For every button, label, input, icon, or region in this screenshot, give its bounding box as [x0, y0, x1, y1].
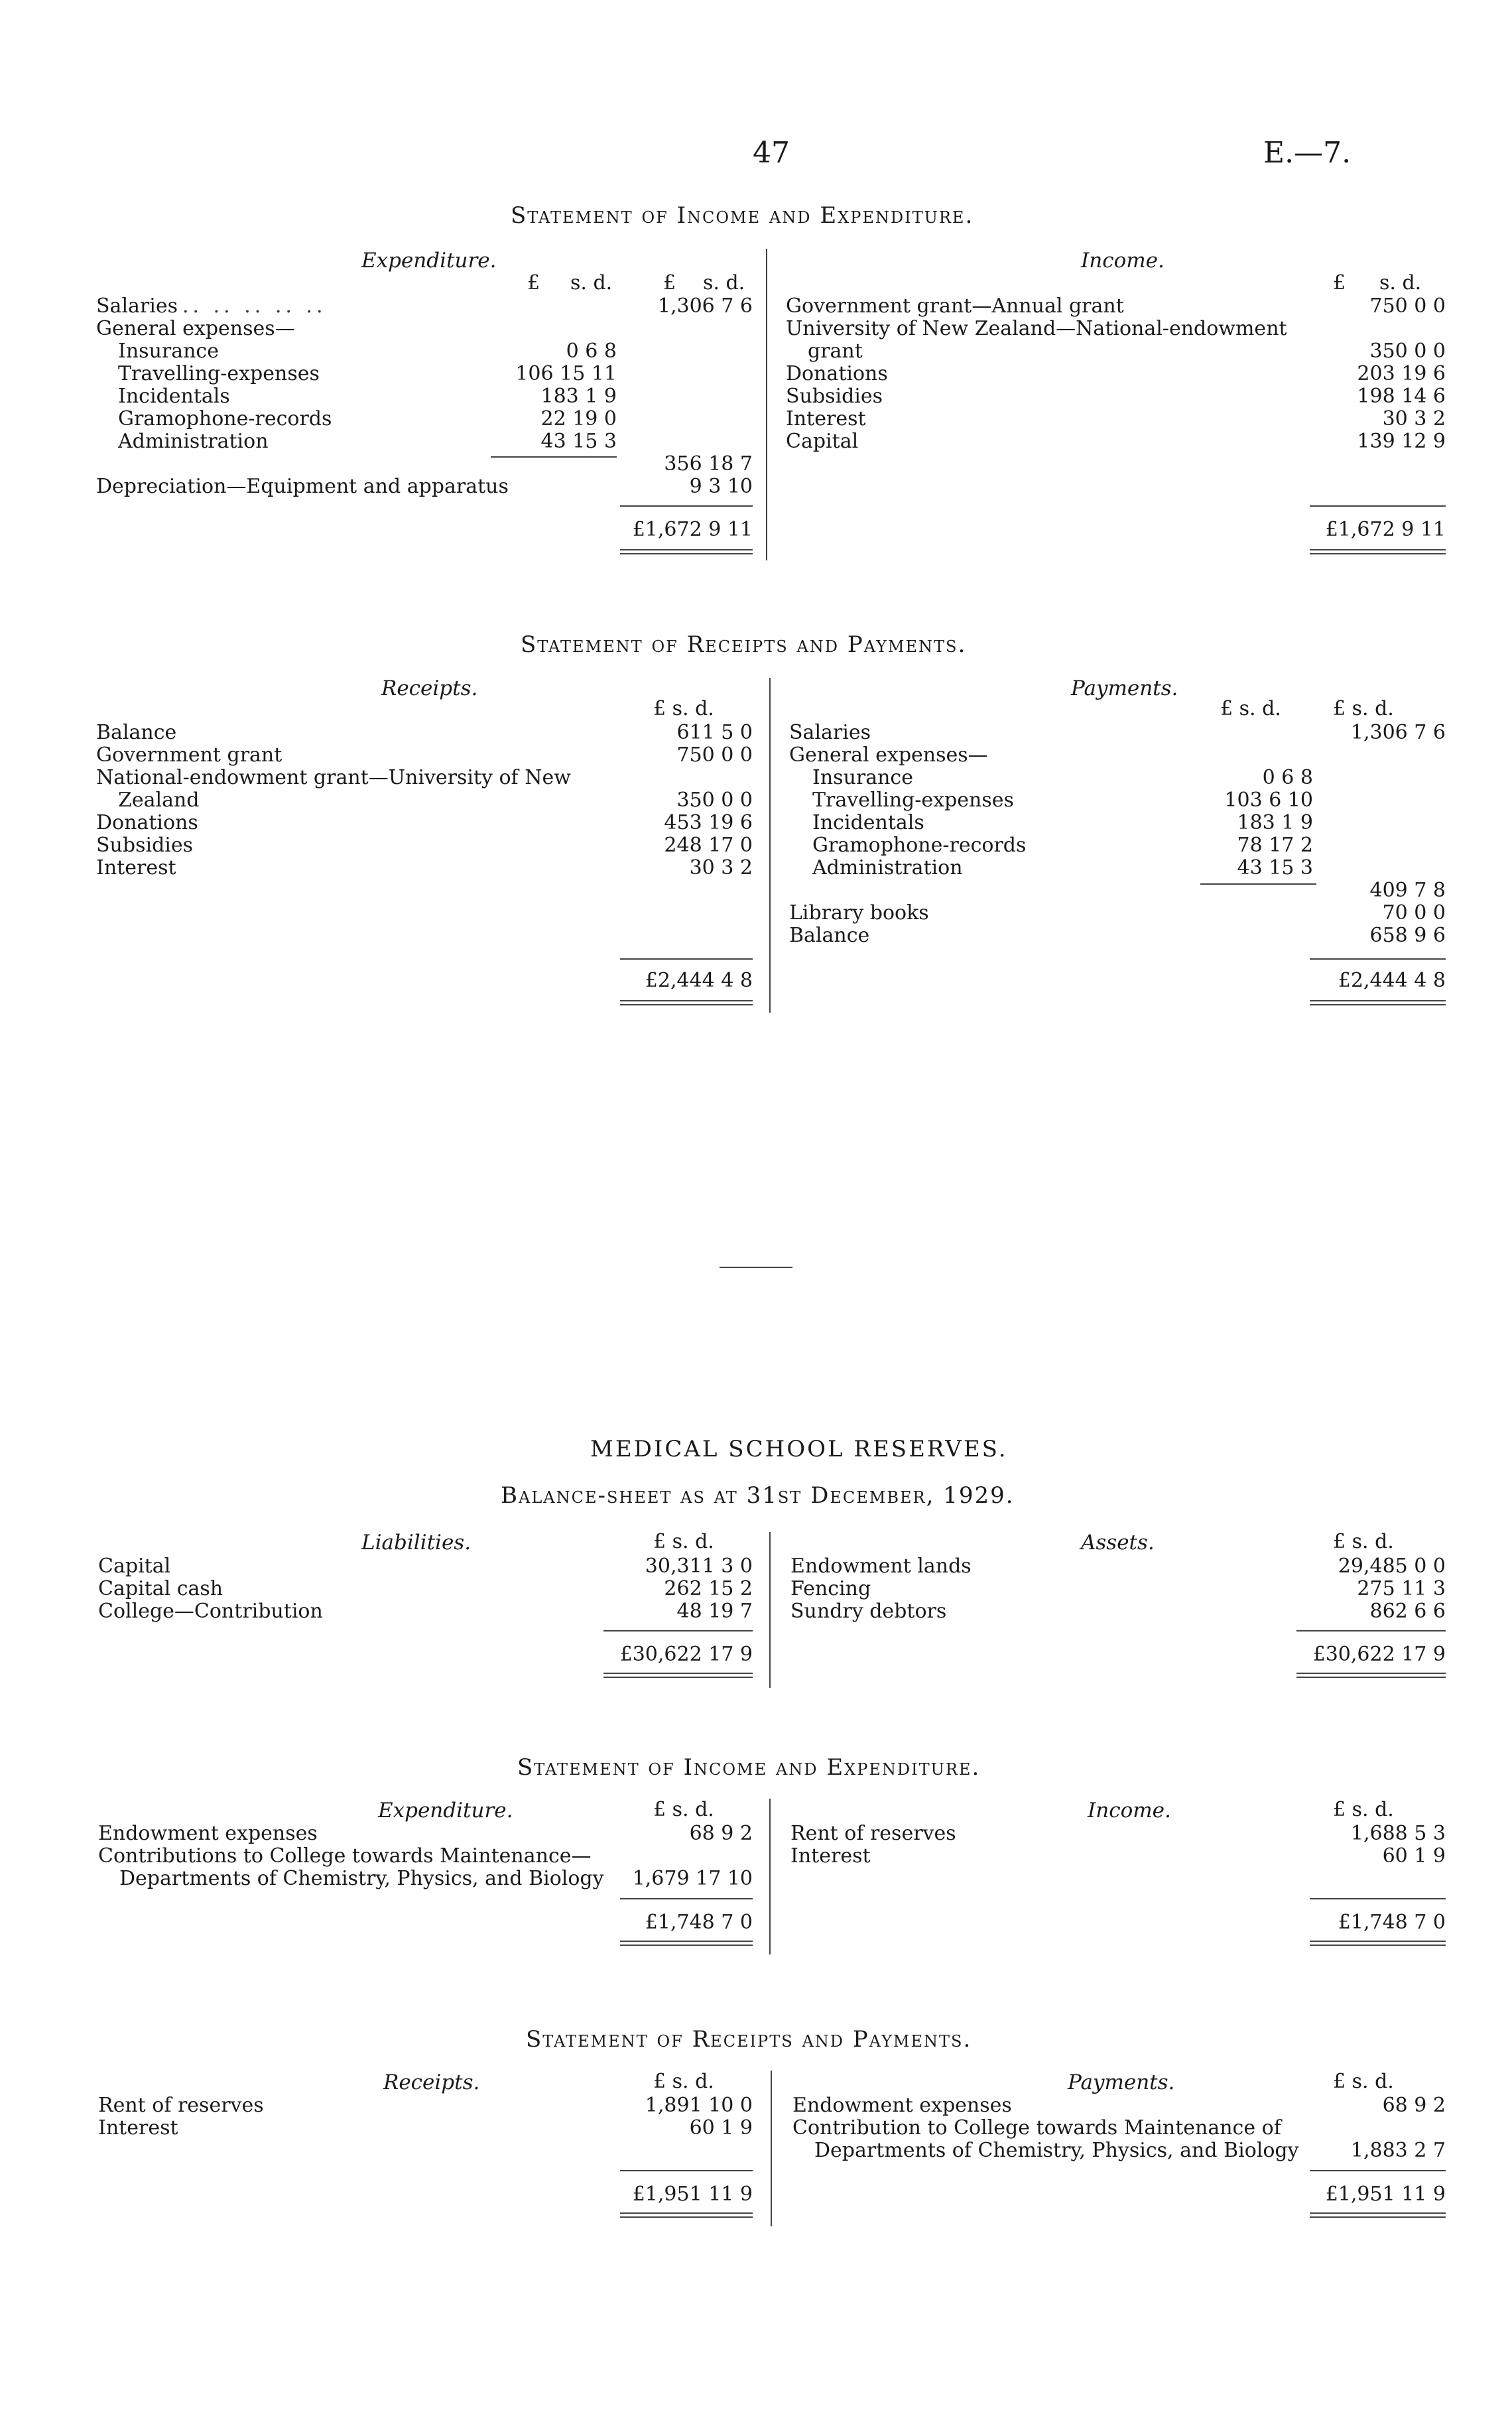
s5-receipts-total: £1,951 11 9 — [632, 2183, 753, 2206]
s3-asset-amount: 29,485 0 0 — [1338, 1555, 1446, 1578]
s3-asset-label: Fencing — [790, 1577, 871, 1600]
rule — [1310, 1004, 1446, 1005]
s1-subtotal: 356 18 7 — [664, 452, 753, 476]
section3-title: MEDICAL SCHOOL RESERVES. — [590, 1436, 1008, 1462]
s2-item-amount: 183 1 9 — [1237, 811, 1313, 834]
s1-item-label: Insurance — [118, 340, 219, 363]
rule — [1296, 1677, 1446, 1678]
rule — [620, 1000, 753, 1001]
rule — [1310, 553, 1446, 554]
s1-item-amount: 43 15 3 — [540, 430, 617, 453]
s2-payments-col-head-1: £ s. d. — [1220, 697, 1281, 720]
s1-salaries-amount: 1,306 7 6 — [657, 294, 753, 318]
rule — [620, 1941, 753, 1942]
s4-endowment-label: Endowment expenses — [98, 1822, 318, 1845]
s4-endowment-amount: 68 9 2 — [689, 1822, 753, 1845]
s1-income-total: £1,672 9 11 — [1325, 518, 1446, 541]
rule — [603, 1677, 753, 1678]
s4-income-total: £1,748 7 0 — [1338, 1911, 1446, 1934]
rule — [1310, 505, 1446, 507]
rule — [1296, 1630, 1446, 1631]
s2-receipts-col-head: £ s. d. — [653, 697, 714, 720]
s2-receipt-amount: 750 0 0 — [676, 743, 753, 767]
s2-salaries-label: Salaries — [789, 721, 871, 744]
s2-library-amount: 70 0 0 — [1382, 901, 1446, 925]
s2-item-amount: 0 6 8 — [1262, 766, 1313, 789]
s2-receipts-total: £2,444 4 8 — [645, 969, 753, 992]
s1-income-amount: 139 12 9 — [1357, 430, 1446, 453]
s3-assets-col-head: £ s. d. — [1333, 1530, 1394, 1553]
s2-receipt-amount: 611 5 0 — [676, 721, 753, 744]
rule — [620, 1898, 753, 1899]
s1-col-sd-1: s. d. — [570, 271, 613, 294]
s1-income-label: grant — [808, 340, 863, 363]
s2-receipt-label: Donations — [96, 811, 198, 834]
s1-income-col-sd: s. d. — [1379, 271, 1422, 294]
column-divider — [769, 1799, 771, 1954]
s1-item-amount: 22 19 0 — [540, 407, 617, 430]
s2-receipt-amount: 30 3 2 — [689, 856, 753, 879]
rule — [603, 1630, 753, 1631]
s5-receipt-label: Interest — [98, 2116, 178, 2140]
s4-income-amount: 60 1 9 — [1382, 1844, 1446, 1868]
s3-liability-label: Capital cash — [98, 1577, 223, 1600]
s2-item-amount: 78 17 2 — [1237, 834, 1313, 857]
s3-liability-label: College—Contribution — [98, 1600, 323, 1623]
s1-income-label: Subsidies — [786, 385, 883, 408]
s1-depreciation-amount: 9 3 10 — [689, 475, 753, 498]
s5-contribution-line2: Departments of Chemistry, Physics, and Biology — [814, 2139, 1299, 2162]
section2-title: Statement of Receipts and Payments. — [521, 631, 967, 658]
s4-income-label: Interest — [790, 1844, 871, 1868]
s1-item-label: Administration — [118, 430, 269, 453]
s3-liability-amount: 30,311 3 0 — [645, 1555, 753, 1578]
s1-general-expenses-label: General expenses— — [96, 317, 295, 340]
s1-income-col-pound: £ — [1333, 271, 1346, 294]
s1-depreciation-label: Depreciation—Equipment and apparatus — [96, 475, 509, 498]
s2-item-amount: 103 6 10 — [1224, 789, 1313, 812]
s2-receipt-amount: 350 0 0 — [676, 789, 753, 812]
rule — [620, 1004, 753, 1005]
s2-receipt-amount: 248 17 0 — [664, 834, 753, 857]
s1-income-amount: 350 0 0 — [1369, 340, 1446, 363]
s3-asset-amount: 275 11 3 — [1357, 1577, 1446, 1600]
section1-title: Statement of Income and Expenditure. — [511, 202, 974, 229]
s3-asset-label: Sundry debtors — [790, 1600, 947, 1623]
section3-subtitle: Balance-sheet as at 31st December, 1929. — [501, 1482, 1015, 1509]
s5-receipts-heading: Receipts. — [383, 2071, 480, 2094]
s1-income-amount: 30 3 2 — [1382, 407, 1446, 430]
s4-contribution-line1: Contributions to College towards Maintenance— — [98, 1844, 592, 1868]
s2-item-label: Insurance — [812, 766, 913, 789]
section-separator — [720, 1267, 792, 1268]
s1-item-label: Incidentals — [118, 385, 230, 408]
s3-liabilities-total: £30,622 17 9 — [619, 1643, 753, 1666]
s2-salaries-amount: 1,306 7 6 — [1350, 721, 1446, 744]
rule — [1310, 2212, 1446, 2214]
s2-balance-amount: 658 9 6 — [1369, 924, 1446, 947]
s2-balance-label: Balance — [789, 924, 870, 947]
s3-liability-amount: 48 19 7 — [676, 1600, 753, 1623]
s5-receipt-label: Rent of reserves — [98, 2094, 264, 2117]
leader-dots: .. .. .. .. .. — [182, 294, 327, 318]
s1-item-label: Travelling-expenses — [118, 362, 320, 385]
rule — [1310, 1941, 1446, 1942]
s2-receipt-label: Government grant — [96, 743, 283, 767]
s3-liability-label: Capital — [98, 1555, 171, 1578]
section4-title: Statement of Income and Expenditure. — [517, 1754, 981, 1781]
rule — [603, 1673, 753, 1674]
s4-income-heading: Income. — [1088, 1799, 1171, 1822]
s5-receipt-amount: 1,891 10 0 — [645, 2094, 753, 2117]
s2-receipt-label: Zealand — [118, 789, 200, 812]
s2-payments-col-head-2: £ s. d. — [1333, 697, 1394, 720]
s1-expenditure-total: £1,672 9 11 — [632, 518, 753, 541]
s2-item-amount: 43 15 3 — [1237, 856, 1313, 879]
rule — [620, 1945, 753, 1946]
s1-item-amount: 106 15 11 — [515, 362, 617, 385]
page-number: 47 — [753, 136, 790, 170]
s3-liabilities-col-head: £ s. d. — [653, 1530, 714, 1553]
s1-item-amount: 0 6 8 — [566, 340, 617, 363]
rule — [620, 549, 753, 550]
rule — [620, 2170, 753, 2171]
s1-income-heading: Income. — [1081, 249, 1165, 273]
rule — [1310, 958, 1446, 960]
s3-liability-amount: 262 15 2 — [664, 1577, 753, 1600]
s1-income-amount: 750 0 0 — [1369, 294, 1446, 318]
rule — [620, 958, 753, 960]
s2-receipt-label: Balance — [96, 721, 177, 744]
s3-asset-label: Endowment lands — [790, 1555, 972, 1578]
column-divider — [771, 2071, 772, 2226]
rule — [1310, 1945, 1446, 1946]
s1-income-label: Capital — [786, 430, 859, 453]
s5-endowment-label: Endowment expenses — [792, 2094, 1012, 2117]
s5-contribution-line1: Contribution to College towards Maintenance of — [792, 2116, 1281, 2140]
s2-item-label: Travelling-expenses — [812, 789, 1014, 812]
s2-item-label: Gramophone-records — [812, 834, 1027, 857]
s1-col-pound-2: £ — [663, 271, 676, 294]
s1-income-amount: 203 19 6 — [1357, 362, 1446, 385]
s2-receipt-amount: 453 19 6 — [664, 811, 753, 834]
rule — [1310, 1000, 1446, 1001]
s4-contribution-amount: 1,679 17 10 — [632, 1867, 753, 1890]
s1-col-pound-1: £ — [527, 271, 540, 294]
rule — [620, 2212, 753, 2214]
s2-library-label: Library books — [789, 901, 929, 925]
document-code: E.—7. — [1263, 136, 1352, 170]
s3-asset-amount: 862 6 6 — [1369, 1600, 1446, 1623]
s2-item-label: Administration — [812, 856, 963, 879]
s4-expenditure-total: £1,748 7 0 — [645, 1911, 753, 1934]
s5-payments-heading: Payments. — [1068, 2071, 1175, 2094]
s1-col-sd-2: s. d. — [703, 271, 745, 294]
s2-receipt-label: National-endowment grant—University of New — [96, 766, 571, 789]
rule — [1310, 2170, 1446, 2171]
column-divider — [769, 678, 771, 1013]
s1-income-label: University of New Zealand—National-endowment — [786, 317, 1287, 340]
column-divider — [769, 1532, 771, 1688]
s5-endowment-amount: 68 9 2 — [1382, 2094, 1446, 2117]
s1-item-amount: 183 1 9 — [540, 385, 617, 408]
section5-title: Statement of Receipts and Payments. — [526, 2026, 972, 2053]
s3-assets-heading: Assets. — [1081, 1531, 1155, 1555]
s2-receipt-label: Subsidies — [96, 834, 194, 857]
s3-assets-total: £30,622 17 9 — [1312, 1643, 1446, 1666]
s5-contribution-amount: 1,883 2 7 — [1350, 2139, 1446, 2162]
s2-subtotal: 409 7 8 — [1369, 879, 1446, 902]
rule — [1310, 2216, 1446, 2218]
s4-contribution-line2: Departments of Chemistry, Physics, and Biology — [119, 1867, 604, 1890]
rule — [620, 505, 753, 507]
s2-receipt-label: Interest — [96, 856, 176, 879]
s1-salaries-label: Salaries — [96, 294, 178, 318]
s4-income-label: Rent of reserves — [790, 1822, 956, 1845]
s1-item-label: Gramophone-records — [118, 407, 332, 430]
rule — [1296, 1673, 1446, 1674]
s1-income-label: Government grant—Annual grant — [786, 294, 1124, 318]
s2-general-expenses-label: General expenses— — [789, 743, 988, 767]
s5-payments-total: £1,951 11 9 — [1325, 2183, 1446, 2206]
rule — [620, 553, 753, 554]
s1-expenditure-heading: Expenditure. — [361, 249, 497, 273]
s4-income-amount: 1,688 5 3 — [1350, 1822, 1446, 1845]
s2-item-label: Incidentals — [812, 811, 924, 834]
s2-payments-heading: Payments. — [1071, 676, 1178, 700]
rule — [1310, 549, 1446, 550]
s3-liabilities-heading: Liabilities. — [361, 1531, 472, 1555]
s5-payments-col-head: £ s. d. — [1333, 2070, 1394, 2093]
s4-income-col-head: £ s. d. — [1333, 1798, 1394, 1821]
column-divider — [766, 249, 767, 560]
s1-income-label: Interest — [786, 407, 866, 430]
s1-income-label: Donations — [786, 362, 888, 385]
s2-receipts-heading: Receipts. — [381, 676, 478, 700]
rule — [1310, 1898, 1446, 1899]
s5-receipts-col-head: £ s. d. — [653, 2070, 714, 2093]
s2-payments-total: £2,444 4 8 — [1338, 969, 1446, 992]
rule — [620, 2216, 753, 2218]
s1-income-amount: 198 14 6 — [1357, 385, 1446, 408]
s4-expenditure-col-head: £ s. d. — [653, 1798, 714, 1821]
s4-expenditure-heading: Expenditure. — [378, 1799, 513, 1822]
s5-receipt-amount: 60 1 9 — [689, 2116, 753, 2140]
